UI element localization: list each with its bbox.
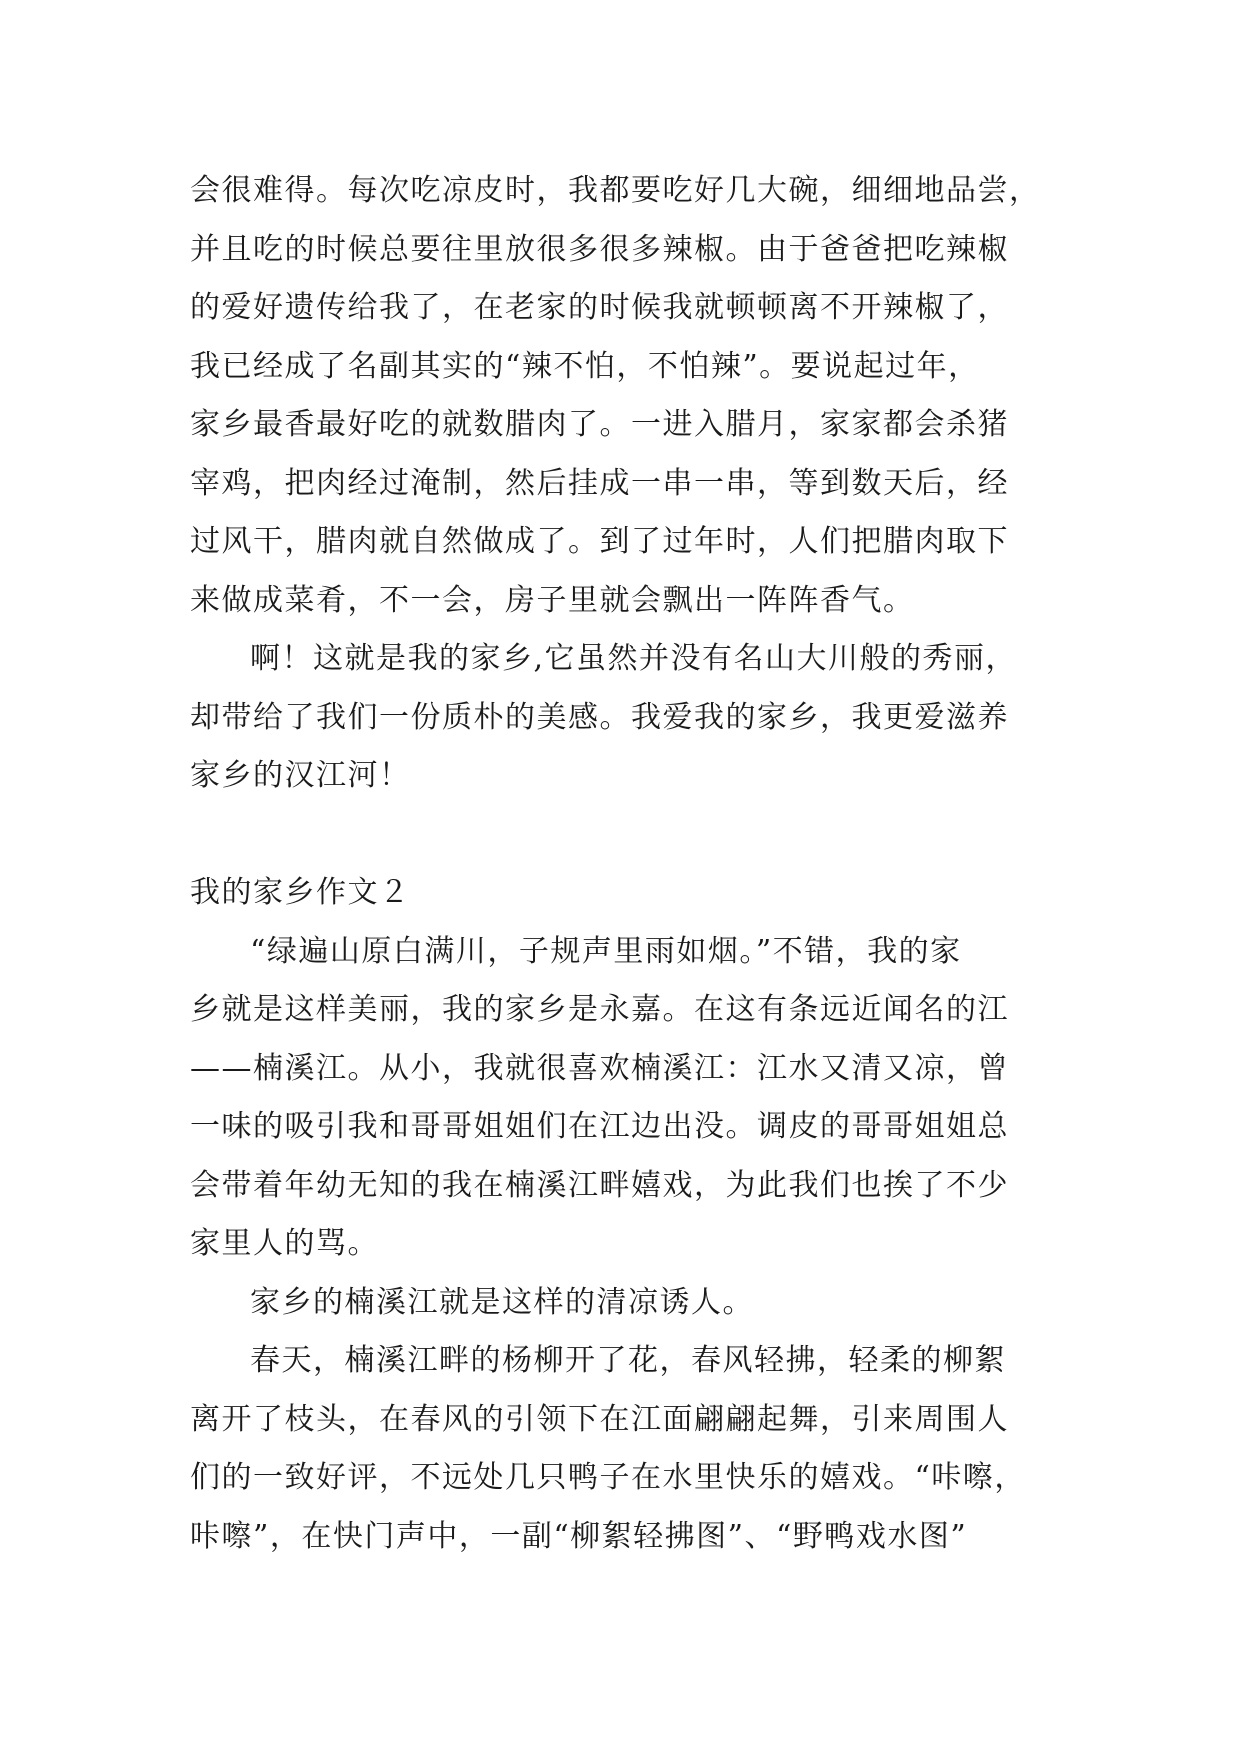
blank-line [190,806,1090,865]
text-line: 家乡的汉江河！ [190,758,411,793]
text-line: 我已经成了名副其实的“辣不怕，不怕辣”。要说起过年， [190,348,980,384]
text-line: 的爱好遗传给我了，在老家的时候我就顿顿离不开辣椒了， [190,290,1009,325]
paragraph-first-line: 啊！这就是我的家乡,它虽然并没有名山大川般的秀丽， [250,641,1018,676]
text-line: 家乡最香最好吃的就数腊肉了。一进入腊月，家家都会杀猪 [190,407,1009,442]
paragraph-first-line: “绿遍山原白满川，子规声里雨如烟。”不错，我的家 [250,933,962,969]
section-heading: 我的家乡作文２ [190,875,411,910]
text-line: 们的一致好评，不远处几只鸭子在水里快乐的嬉戏。“咔嚓， [190,1460,1026,1495]
text-line: 家里人的骂。 [190,1226,379,1261]
text-line: 却带给了我们一份质朴的美感。我爱我的家乡，我更爱滋养 [190,699,1009,735]
text-line: 离开了枝头，在春风的引领下在江面翩翩起舞，引来周围人 [190,1401,1009,1437]
text-line: 一味的吸引我和哥哥姐姐们在江边出没。调皮的哥哥姐姐总 [190,1109,1009,1144]
text-line: 会很难得。每次吃凉皮时，我都要吃好几大碗，细细地品尝， [190,173,1041,208]
paragraph-first-line: 春天，楠溪江畔的杨柳开了花，春风轻拂，轻柔的柳絮 [250,1343,1006,1378]
document-body [190,162,1090,1566]
text-line: 过风干，腊肉就自然做成了。到了过年时，人们把腊肉取下 [190,524,1009,559]
text-line: 咔嚓”，在快门声中，一副“柳絮轻拂图”、“野鸭戏水图” [190,1518,968,1554]
text-line: 会带着年幼无知的我在楠溪江畔嬉戏，为此我们也挨了不少 [190,1167,1009,1203]
text-line: 并且吃的时候总要往里放很多很多辣椒。由于爸爸把吃辣椒 [190,231,1009,267]
paragraph-first-line: 家乡的楠溪江就是这样的清凉诱人。 [250,1284,754,1320]
text-line: 来做成菜肴，不一会，房子里就会飘出一阵阵香气。 [190,582,915,618]
text-line: 宰鸡，把肉经过淹制，然后挂成一串一串，等到数天后，经 [190,465,1009,501]
text-line: 乡就是这样美丽，我的家乡是永嘉。在这有条远近闻名的江 [190,992,1009,1027]
text-line: ——楠溪江。从小，我就很喜欢楠溪江：江水又清又凉，曾 [190,1050,1009,1086]
